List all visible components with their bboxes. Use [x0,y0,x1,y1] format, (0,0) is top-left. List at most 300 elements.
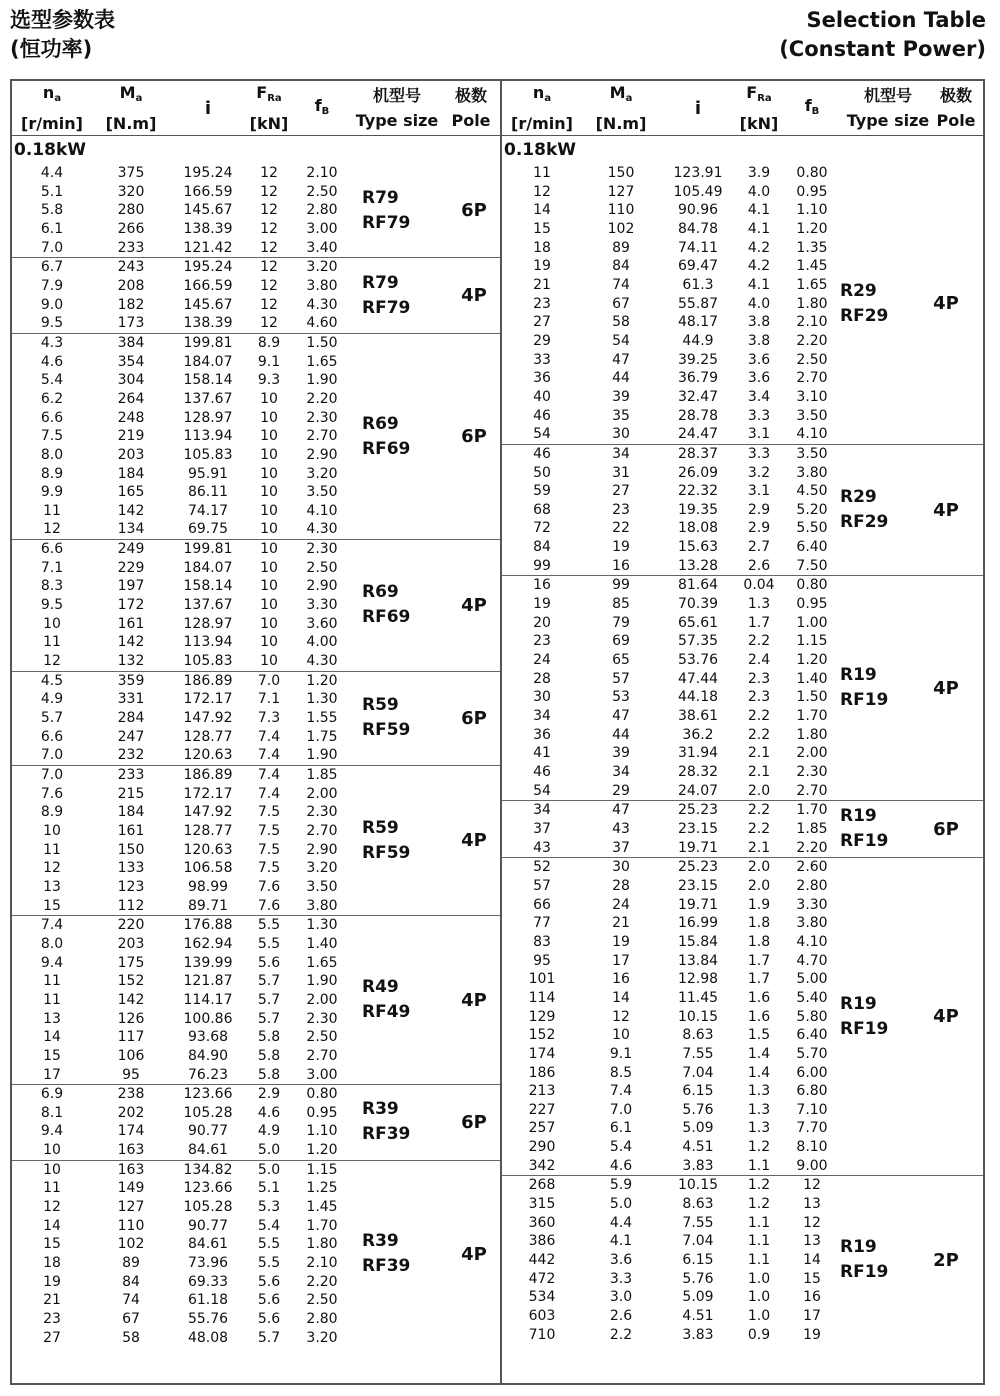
cell-i: 3.83 [682,1326,714,1343]
cell-ma: 203 [117,446,145,463]
table-row [502,914,983,933]
cell-ma: 9.1 [609,1045,633,1062]
table-row [12,954,500,973]
cell-na: 4.5 [40,672,64,689]
cell-i: 105.83 [183,653,233,670]
cell-na: 34 [533,802,551,819]
cell-na: 6.7 [40,259,64,276]
cell-fra: 5.5 [257,935,281,952]
cell-fb: 1.90 [306,747,338,764]
table-row [12,183,500,202]
table-right-half [502,81,983,1383]
cell-fb: 2.70 [306,822,338,839]
header-fb: $f_B$ [804,95,820,117]
cell-na: 290 [528,1139,556,1156]
cell-fb: 1.45 [306,1199,338,1216]
cell-fra: 5.6 [257,1273,281,1290]
pole-cell: 4P [461,830,487,852]
power-label: 0.18kW [504,140,577,160]
cell-fra: 7.5 [257,841,281,858]
table-row [502,1138,983,1157]
cell-i: 28.32 [677,764,719,780]
cell-i: 123.91 [673,165,723,181]
cell-fra: 3.1 [747,483,771,500]
cell-fb: 3.10 [796,388,828,405]
table-row [502,763,983,782]
cell-fb: 3.80 [796,464,828,481]
cell-ma: 102 [117,1236,145,1253]
table-row [12,390,500,409]
cell-fra: 7.4 [257,767,281,783]
cell-na: 11 [43,502,61,519]
row-group [12,257,500,333]
cell-na: 13 [43,1010,61,1027]
cell-ma: 43 [612,820,630,837]
cell-fb: 1.65 [796,276,828,293]
table-header [502,81,983,136]
cell-na: 14 [43,1029,61,1046]
cell-fb: 5.50 [796,520,828,537]
cell-ma: 84 [612,258,630,275]
type-size-label: R49 [362,977,399,998]
cell-fra: 2.7 [747,539,771,556]
cell-i: 15.63 [677,539,719,556]
cell-i: 93.68 [187,1029,229,1046]
table-row [502,952,983,971]
cell-i: 73.96 [187,1255,229,1272]
cell-fb: 2.70 [306,428,338,445]
table-row [12,1273,500,1292]
cell-na: 83 [533,933,551,950]
cell-i: 61.3 [682,276,714,293]
cell-fb: 2.20 [796,839,828,856]
table-row [502,707,983,726]
table-row [502,501,983,520]
cell-na: 19 [533,596,551,613]
cell-ma: 123 [117,878,145,895]
cell-i: 195.24 [183,165,233,181]
cell-na: 4.6 [40,353,64,370]
cell-fra: 3.9 [747,165,771,181]
cell-na: 8.0 [40,935,64,952]
cell-i: 184.07 [183,559,233,576]
cell-fra: 2.2 [747,802,771,819]
cell-i: 19.71 [677,896,719,913]
cell-fra: 7.6 [257,878,281,895]
header-na: $n_a$ [r/min] [511,83,573,133]
cell-i: 44.18 [677,689,719,706]
cell-fb: 2.30 [306,541,338,558]
cell-na: 8.0 [40,446,64,463]
cell-i: 48.08 [187,1329,229,1346]
header-i: i [694,97,702,119]
table-row [12,841,500,860]
cell-i: 137.67 [183,390,233,407]
title-en-line2: (Constant Power) [779,37,986,61]
type-size-label: RF59 [362,720,411,741]
cell-fb: 3.60 [306,615,338,632]
table-row [12,520,500,539]
cell-ma: 47 [612,802,630,819]
type-size-label: R59 [362,695,399,716]
cell-i: 69.33 [187,1273,229,1290]
pole-cell: 6P [461,200,487,222]
pole-cell: 4P [933,499,959,521]
table-row [502,989,983,1008]
cell-i: 10.15 [677,1008,719,1025]
cell-na: 11 [43,841,61,858]
cell-fra: 12 [260,259,278,276]
cell-na: 472 [528,1270,556,1287]
cell-na: 6.1 [40,220,64,237]
cell-fb: 0.80 [306,1086,338,1103]
table-row [502,970,983,989]
cell-i: 5.76 [682,1270,714,1287]
cell-fra: 7.3 [257,710,281,727]
cell-na: 710 [528,1326,556,1343]
pole-cell: 4P [461,285,487,307]
cell-fra: 3.8 [747,332,771,349]
cell-ma: 65 [612,652,630,669]
title-cn-line1: 选型参数表 [10,8,115,32]
cell-fra: 1.8 [747,933,771,950]
cell-fb: 2.30 [306,409,338,426]
cell-fb: 0.80 [796,577,828,594]
cell-fb: 2.50 [306,559,338,576]
cell-fra: 2.1 [747,764,771,780]
table-row [12,1198,500,1217]
cell-ma: 30 [612,426,630,443]
table-row [12,746,500,765]
table-row [12,1217,500,1236]
header-pole: 极数 Pole [936,86,976,130]
cell-i: 166.59 [183,277,233,294]
row-group [502,1175,983,1344]
cell-ma: 54 [612,332,630,349]
table-row [502,632,983,651]
cell-fb: 0.80 [796,165,828,181]
cell-i: 39.25 [677,351,719,368]
table-row [502,688,983,707]
cell-ma: 202 [117,1104,145,1121]
cell-fb: 1.65 [306,353,338,370]
cell-na: 213 [528,1083,556,1100]
cell-i: 28.37 [677,445,719,462]
cell-i: 105.83 [183,446,233,463]
cell-ma: 150 [607,165,635,181]
cell-ma: 126 [117,1010,145,1027]
pole-cell: 4P [461,1243,487,1265]
cell-fra: 5.6 [257,1311,281,1328]
table-row [502,782,983,801]
table-row [12,296,500,315]
cell-na: 54 [533,426,551,443]
cell-fb: 7.70 [796,1120,828,1137]
cell-na: 27 [533,314,551,331]
table-row [12,615,500,634]
cell-ma: 79 [612,614,630,631]
table-row [12,577,500,596]
cell-fb: 1.30 [306,917,338,934]
table-row [12,972,500,991]
cell-ma: 106 [117,1047,145,1064]
cell-fra: 3.6 [747,370,771,387]
cell-i: 69.47 [677,258,719,275]
cell-i: 53.76 [677,652,719,669]
cell-ma: 165 [117,484,145,501]
table-row [502,651,983,670]
type-size-label: RF19 [840,1018,889,1039]
cell-fra: 10 [260,446,278,463]
cell-na: 4.3 [40,334,64,351]
cell-fra: 10 [260,428,278,445]
cell-i: 18.08 [677,520,719,537]
table-row [12,728,500,747]
table-row [12,502,500,521]
row-group [502,575,983,800]
table-row [502,670,983,689]
cell-na: 66 [533,896,551,913]
cell-ma: 39 [612,388,630,405]
cell-fb: 1.80 [796,295,828,312]
type-size-label: RF19 [840,1262,889,1283]
cell-ma: 29 [612,782,630,799]
table-row [502,820,983,839]
cell-fb: 14 [803,1252,821,1269]
cell-ma: 24 [612,896,630,913]
table-row [12,353,500,372]
cell-fb: 2.30 [306,1010,338,1027]
cell-fra: 7.4 [257,785,281,802]
cell-fb: 3.30 [306,597,338,614]
cell-fra: 1.2 [747,1196,771,1213]
cell-fb: 1.40 [796,670,828,687]
cell-fra: 5.1 [257,1180,281,1197]
cell-fra: 5.8 [257,1047,281,1064]
cell-fb: 2.30 [796,764,828,780]
table-row [12,409,500,428]
cell-na: 6.6 [40,541,64,558]
cell-ma: 203 [117,935,145,952]
cell-ma: 57 [612,670,630,687]
cell-fra: 1.3 [747,1083,771,1100]
cell-na: 15 [43,1236,61,1253]
table-row [12,239,500,258]
cell-i: 65.61 [677,614,719,631]
cell-fb: 1.45 [796,258,828,275]
cell-i: 7.04 [682,1064,714,1081]
table-row [502,464,983,483]
cell-ma: 229 [117,559,145,576]
type-size-cell [362,916,410,1084]
pole-cell: 6P [933,818,959,840]
cell-na: 52 [533,859,551,876]
cell-fb: 4.30 [306,521,338,538]
cell-i: 90.96 [677,202,719,219]
table-row [12,559,500,578]
cell-na: 7.9 [40,277,64,294]
table-row [502,877,983,896]
type-size-cell [362,766,410,915]
row-group [502,800,983,857]
cell-fra: 5.8 [257,1029,281,1046]
cell-fb: 2.10 [796,314,828,331]
cell-i: 89.71 [187,897,229,914]
cell-na: 7.0 [40,239,64,256]
cell-na: 30 [533,689,551,706]
cell-fra: 10 [260,615,278,632]
cell-ma: 37 [612,839,630,856]
cell-fra: 5.5 [257,1255,281,1272]
cell-fra: 5.5 [257,1236,281,1253]
cell-ma: 233 [117,239,145,256]
cell-na: 20 [533,614,551,631]
cell-ma: 375 [117,165,145,181]
cell-fb: 2.90 [306,578,338,595]
table-row [12,1104,500,1123]
cell-fra: 4.1 [747,202,771,219]
cell-i: 7.55 [682,1045,714,1062]
cell-ma: 30 [612,859,630,876]
table-row [502,1176,983,1195]
cell-i: 121.87 [183,973,233,990]
cell-i: 113.94 [183,634,233,651]
cell-i: 128.77 [183,822,233,839]
cell-na: 10 [43,822,61,839]
cell-fra: 2.2 [747,726,771,743]
cell-fra: 4.9 [257,1123,281,1140]
cell-ma: 161 [117,615,145,632]
table-row [502,1326,983,1345]
cell-ma: 14 [612,989,630,1006]
cell-i: 57.35 [677,633,719,650]
cell-fra: 5.5 [257,917,281,934]
cell-ma: 19 [612,539,630,556]
cell-i: 69.75 [187,521,229,538]
cell-na: 10 [43,615,61,632]
cell-i: 166.59 [183,183,233,200]
type-size-cell [362,540,410,671]
cell-na: 342 [528,1157,556,1174]
cell-na: 8.1 [40,1104,64,1121]
cell-i: 13.84 [677,952,719,969]
cell-i: 7.04 [682,1233,714,1250]
cell-i: 113.94 [183,428,233,445]
type-size-cell [362,164,410,257]
cell-na: 33 [533,351,551,368]
cell-na: 77 [533,915,551,932]
cell-fb: 4.10 [796,426,828,443]
cell-fb: 2.90 [306,446,338,463]
cell-fb: 0.95 [796,183,828,200]
type-size-cell [362,258,410,333]
cell-i: 84.61 [187,1142,229,1159]
table-row [502,295,983,314]
cell-fra: 2.1 [747,839,771,856]
table-header [12,81,500,136]
cell-na: 101 [528,971,556,988]
cell-i: 147.92 [183,710,233,727]
cell-i: 138.39 [183,315,233,332]
cell-fb: 0.95 [796,596,828,613]
cell-na: 23 [533,295,551,312]
type-size-label: R19 [840,665,877,686]
cell-na: 5.4 [40,372,64,389]
cell-fb: 12 [803,1214,821,1231]
cell-fra: 2.2 [747,633,771,650]
cell-ma: 99 [612,577,630,594]
cell-ma: 175 [117,954,145,971]
type-size-cell [840,445,888,576]
cell-na: 442 [528,1252,556,1269]
type-size-label: RF29 [840,512,889,533]
cell-fra: 1.0 [747,1270,771,1287]
cell-fb: 12 [803,1177,821,1194]
row-group [12,333,500,539]
table-row [502,445,983,464]
cell-ma: 16 [612,971,630,988]
cell-ma: 16 [612,557,630,574]
cell-na: 23 [43,1311,61,1328]
cell-ma: 110 [607,202,635,219]
cell-na: 227 [528,1101,556,1118]
cell-fb: 2.00 [306,991,338,1008]
cell-i: 10.15 [677,1177,719,1194]
table-row [12,991,500,1010]
cell-fb: 5.70 [796,1045,828,1062]
cell-fra: 10 [260,390,278,407]
cell-na: 5.1 [40,183,64,200]
cell-i: 8.63 [682,1027,714,1044]
table-row [502,1288,983,1307]
cell-fb: 1.90 [306,973,338,990]
cell-ma: 197 [117,578,145,595]
cell-i: 145.67 [183,296,233,313]
cell-fra: 12 [260,183,278,200]
table-row [12,935,500,954]
cell-fb: 1.70 [796,802,828,819]
cell-fb: 4.30 [306,653,338,670]
table-row [502,595,983,614]
cell-fb: 1.80 [306,1236,338,1253]
cell-i: 158.14 [183,372,233,389]
type-size-label: RF19 [840,690,889,711]
cell-fb: 1.55 [306,710,338,727]
cell-fb: 2.70 [306,1047,338,1064]
type-size-cell [840,858,888,1175]
cell-fra: 10 [260,484,278,501]
cell-i: 70.39 [677,596,719,613]
cell-fra: 3.6 [747,351,771,368]
cell-ma: 74 [122,1292,140,1309]
cell-fra: 1.0 [747,1289,771,1306]
cell-i: 8.63 [682,1196,714,1213]
cell-i: 19.71 [677,839,719,856]
cell-i: 172.17 [183,785,233,802]
cell-ma: 34 [612,445,630,462]
cell-fb: 3.50 [796,445,828,462]
cell-ma: 172 [117,597,145,614]
type-size-cell [840,576,888,800]
cell-fra: 2.2 [747,708,771,725]
cell-na: 40 [533,388,551,405]
cell-fra: 7.1 [257,691,281,708]
power-label: 0.18kW [14,140,87,160]
cell-fb: 13 [803,1196,821,1213]
cell-fra: 1.3 [747,596,771,613]
cell-fb: 19 [803,1326,821,1343]
type-size-label: RF69 [362,438,411,459]
